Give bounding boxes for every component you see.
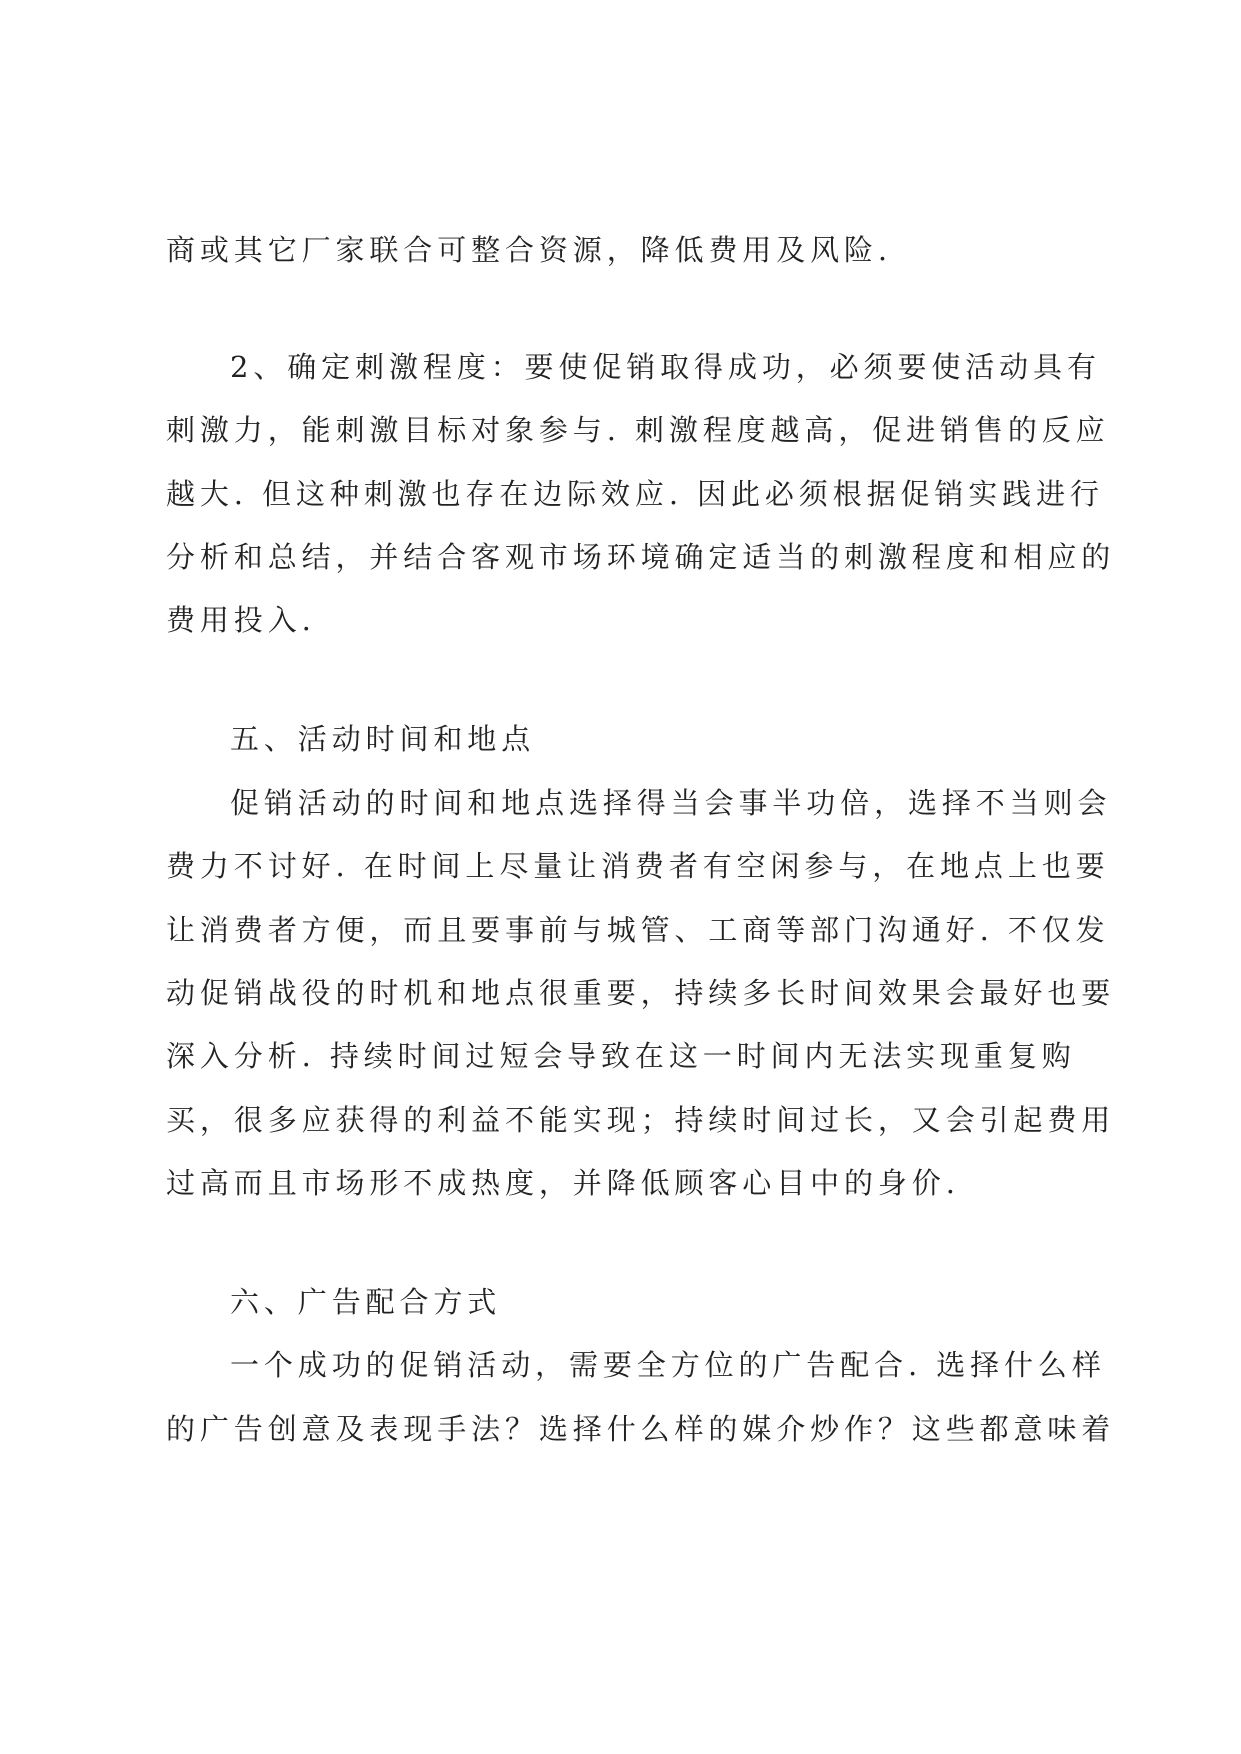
- paragraph-line: 越大. 但这种刺激也存在边际效应. 因此必须根据促销实践进行: [166, 477, 1104, 511]
- section-heading: 六、广告配合方式: [230, 1285, 502, 1319]
- paragraph-line: 让消费者方便，而且要事前与城管、工商等部门沟通好. 不仅发: [166, 913, 1110, 947]
- paragraph-line: 费力不讨好. 在时间上尽量让消费者有空闲参与，在地点上也要: [166, 849, 1110, 883]
- paragraph-line: 促销活动的时间和地点选择得当会事半功倍，选择不当则会: [230, 786, 1112, 820]
- section-heading: 五、活动时间和地点: [230, 722, 536, 756]
- paragraph-line: 商或其它厂家联合可整合资源，降低费用及风险.: [166, 233, 893, 267]
- paragraph-line: 费用投入.: [166, 603, 316, 637]
- paragraph-line: 动促销战役的时机和地点很重要，持续多长时间效果会最好也要: [166, 976, 1116, 1010]
- paragraph-line: 深入分析. 持续时间过短会导致在这一时间内无法实现重复购: [166, 1039, 1076, 1073]
- paragraph-line: 刺激力，能刺激目标对象参与. 刺激程度越高，促进销售的反应: [166, 413, 1110, 447]
- paragraph-line: 一个成功的促销活动，需要全方位的广告配合. 选择什么样: [230, 1348, 1106, 1382]
- paragraph-line: 的广告创意及表现手法？选择什么样的媒介炒作？这些都意味着: [166, 1412, 1116, 1446]
- paragraph-line: 2、确定刺激程度：要使促销取得成功，必须要使活动具有: [230, 350, 1101, 384]
- paragraph-line: 分析和总结，并结合客观市场环境确定适当的刺激程度和相应的: [166, 540, 1116, 574]
- paragraph-line: 过高而且市场形不成热度，并降低顾客心目中的身价.: [166, 1166, 960, 1200]
- paragraph-line: 买，很多应获得的利益不能实现；持续时间过长，又会引起费用: [166, 1103, 1116, 1137]
